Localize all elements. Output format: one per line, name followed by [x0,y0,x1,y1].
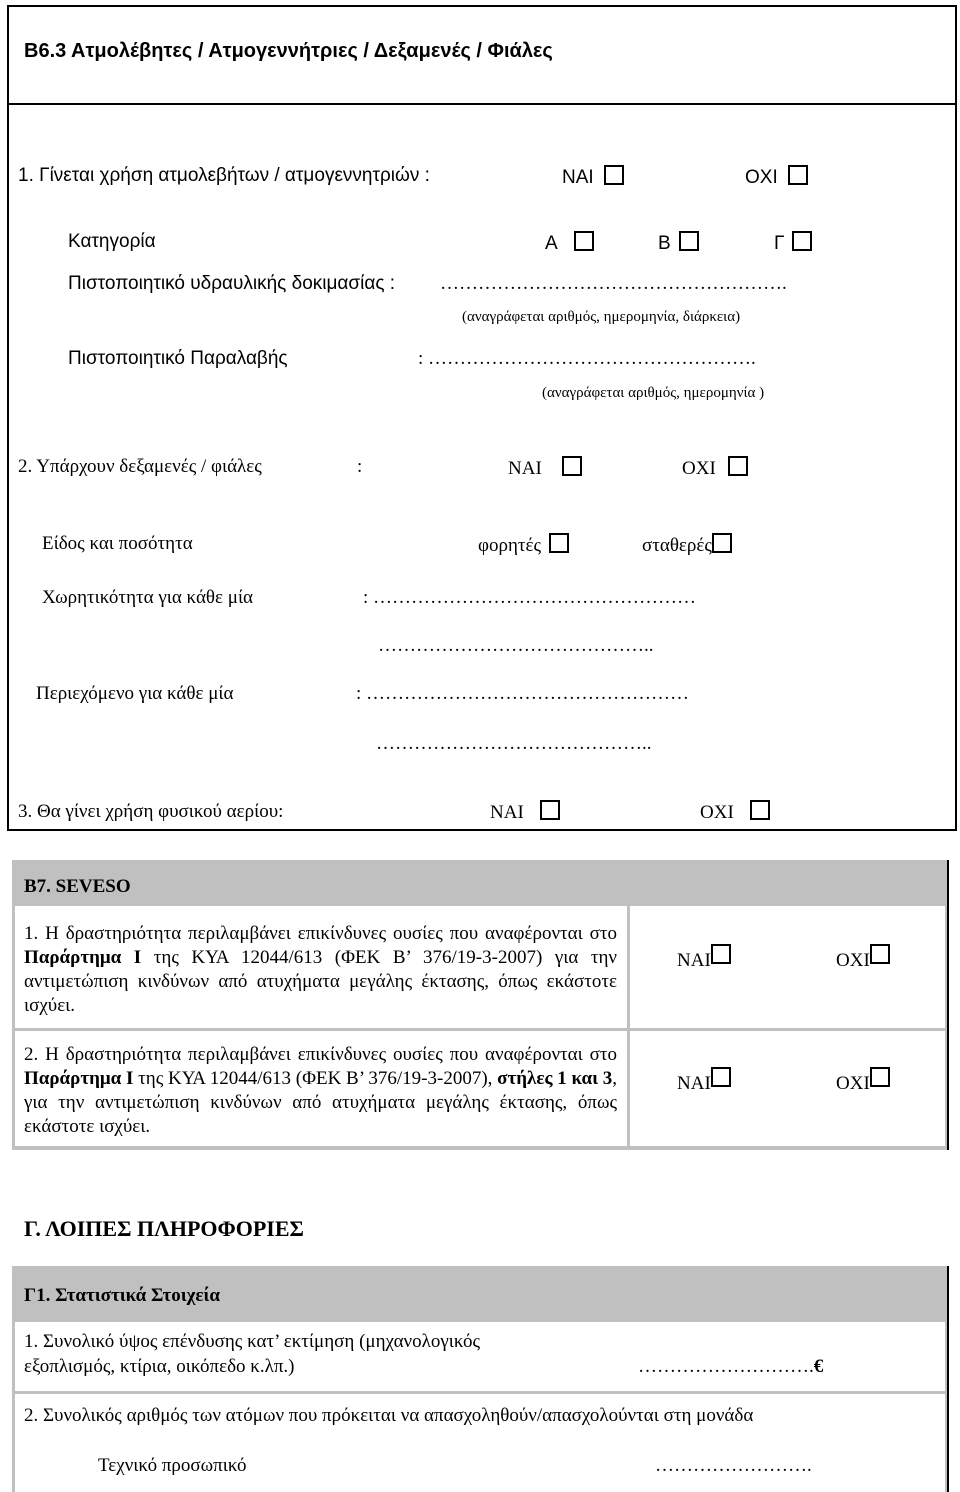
hydraulic-note: (αναγράφεται αριθμός, ημερομηνία, διάρκεια) [462,309,741,325]
tech-staff-label: Τεχνικό προσωπικό [98,1455,247,1476]
content-dots-1[interactable]: : …………………………………………… [356,683,690,704]
seveso-item1-part3: της ΚΥΑ 12044/613 (ΦΕΚ Β’ 376/19-3-2007) για την αντιμετώπιση κινδύνων από ατυχήματα μεγάλης έκτασης, όπως εκάστοτε ισχύει. [24,947,618,1016]
q3-no-label: ΟΧΙ [700,802,734,823]
q3-no-checkbox[interactable] [750,800,770,820]
category-c-checkbox[interactable] [792,231,812,251]
seveso-item2-yes-label: ΝΑΙ [677,1073,711,1094]
seveso-item2-text [24,1043,617,1139]
seveso-item1-annex: Παράρτημα Ι [24,947,142,968]
receipt-dots[interactable]: : ……………………………………………. [418,348,756,369]
seveso-item2-no-checkbox[interactable] [870,1067,890,1087]
q2-yes-label: ΝΑΙ [508,458,542,479]
seveso-item1-text [24,922,617,1018]
hydraulic-label: Πιστοποιητικό υδραυλικής δοκιμασίας : [68,273,396,294]
b6-title: Β6.3 Ατμολέβητες / Ατμογεννήτριες / Δεξαμενές / Φιάλες [24,40,553,62]
q1-no-checkbox[interactable] [788,165,808,185]
category-a-checkbox[interactable] [574,231,594,251]
investment-line-1: 1. Συνολικό ύψος επένδυσης κατ’ εκτίμηση (μηχανολογικός [24,1331,481,1352]
investment-line-2: εξοπλισμός, κτίρια, οικόπεδο κ.λπ.) [24,1356,295,1377]
euro-sign: € [813,1356,824,1377]
category-b-option[interactable] [658,231,699,255]
seveso-item1-yes-option[interactable] [677,944,731,972]
q2-no-checkbox[interactable] [728,456,748,476]
seveso-item1-no-option[interactable] [836,944,890,972]
portable-label: φορητές [478,535,542,556]
q2-colon: : [357,456,363,477]
q3-label: 3. Θα γίνει χρήση φυσικού αερίου: [18,801,284,822]
q1-no-label: ΟΧΙ [745,167,778,188]
seveso-item2-annex: Παράρτημα Ι [24,1068,134,1089]
q1-yes-option[interactable] [562,165,624,189]
q2-no-label: ΟΧΙ [682,458,716,479]
q1-yes-checkbox[interactable] [604,165,624,185]
seveso-item2-part5: , για την αντιμετώπιση κινδύνων από ατυχήματα μεγάλης έκτασης, όπως εκάστοτε ισχύει. [24,1068,618,1137]
portable-option[interactable] [478,533,569,557]
g-title: Γ. ΛΟΙΠΕΣ ΠΛΗΡΟΦΟΡΙΕΣ [24,1216,304,1241]
capacity-dots-1[interactable]: : …………………………………………… [363,587,697,608]
q2-label: 2. Υπάρχουν δεξαμενές / φιάλες [18,456,262,477]
q2-yes-checkbox[interactable] [562,456,582,476]
investment-amount-field[interactable] [638,1356,823,1378]
category-a-label: Α [545,233,558,254]
category-b-label: Β [658,233,671,254]
seveso-item2-part1: 2. Η δραστηριότητα περιλαμβάνει επικίνδυνες ουσίες που αναφέρονται στο [24,1044,617,1065]
portable-checkbox[interactable] [549,533,569,553]
q1-label: 1. Γίνεται χρήση ατμολεβήτων / ατμογεννητριών : [18,165,430,186]
q1-yes-label: ΝΑΙ [562,167,594,188]
seveso-item2-yes-checkbox[interactable] [711,1067,731,1087]
g1-right-border [947,1266,949,1492]
q3-yes-label: ΝΑΙ [490,802,524,823]
category-label: Κατηγορία [68,231,156,252]
q3-yes-option[interactable] [490,800,560,824]
capacity-dots-2[interactable]: …………………………………….. [378,635,654,656]
category-b-checkbox[interactable] [679,231,699,251]
category-c-label: Γ [774,233,785,254]
b7-right-border [947,860,949,1150]
fixed-option[interactable] [642,533,732,557]
receipt-note: (αναγράφεται αριθμός, ημερομηνία ) [542,385,765,401]
capacity-label: Χωρητικότητα για κάθε μία [42,587,254,608]
category-a-option[interactable] [545,231,594,255]
tech-staff-field[interactable]: ……………………. [655,1455,812,1476]
g1-row-divider [15,1391,945,1394]
q3-yes-checkbox[interactable] [540,800,560,820]
seveso-item1-yes-label: ΝΑΙ [677,950,711,971]
b7-col-divider [627,906,630,1146]
hydraulic-dots[interactable]: ………………………………………………. [440,273,787,294]
seveso-item1-part1: 1. Η δραστηριότητα περιλαμβάνει επικίνδυνες ουσίες που αναφέρονται στο [24,923,617,944]
seveso-item2-no-option[interactable] [836,1067,890,1095]
g1-title: Γ1. Στατιστικά Στοιχεία [24,1285,221,1306]
seveso-item2-no-label: ΟΧΙ [836,1073,870,1094]
b7-row-divider [15,1028,945,1031]
seveso-item1-no-label: ΟΧΙ [836,950,870,971]
seveso-item2-columns: στήλες 1 και 3 [497,1068,613,1089]
fixed-label: σταθερές [642,535,712,556]
content-dots-2[interactable]: …………………………………….. [376,733,652,754]
q3-no-option[interactable] [700,800,770,824]
receipt-label: Πιστοποιητικό Παραλαβής [68,348,288,369]
seveso-item2-part3: της ΚΥΑ 12044/613 (ΦΕΚ Β’ 376/19-3-2007), [133,1068,498,1089]
seveso-item1-yes-checkbox[interactable] [711,944,731,964]
seveso-item1-no-checkbox[interactable] [870,944,890,964]
b7-title: Β7. SEVESO [24,876,131,897]
content-label: Περιεχόμενο για κάθε μία [36,683,234,704]
q2-yes-option[interactable] [508,456,582,480]
q2-no-option[interactable] [682,456,748,480]
kind-label: Είδος και ποσότητα [42,533,193,554]
category-c-option[interactable] [774,231,812,255]
staff-label: 2. Συνολικός αριθμός των ατόμων που πρόκειται να απασχοληθούν/απασχολούνται στη μονάδα [24,1405,754,1426]
seveso-item2-yes-option[interactable] [677,1067,731,1095]
q1-no-option[interactable] [745,165,808,189]
investment-dots: ………………………. [638,1356,814,1377]
fixed-checkbox[interactable] [712,533,732,553]
